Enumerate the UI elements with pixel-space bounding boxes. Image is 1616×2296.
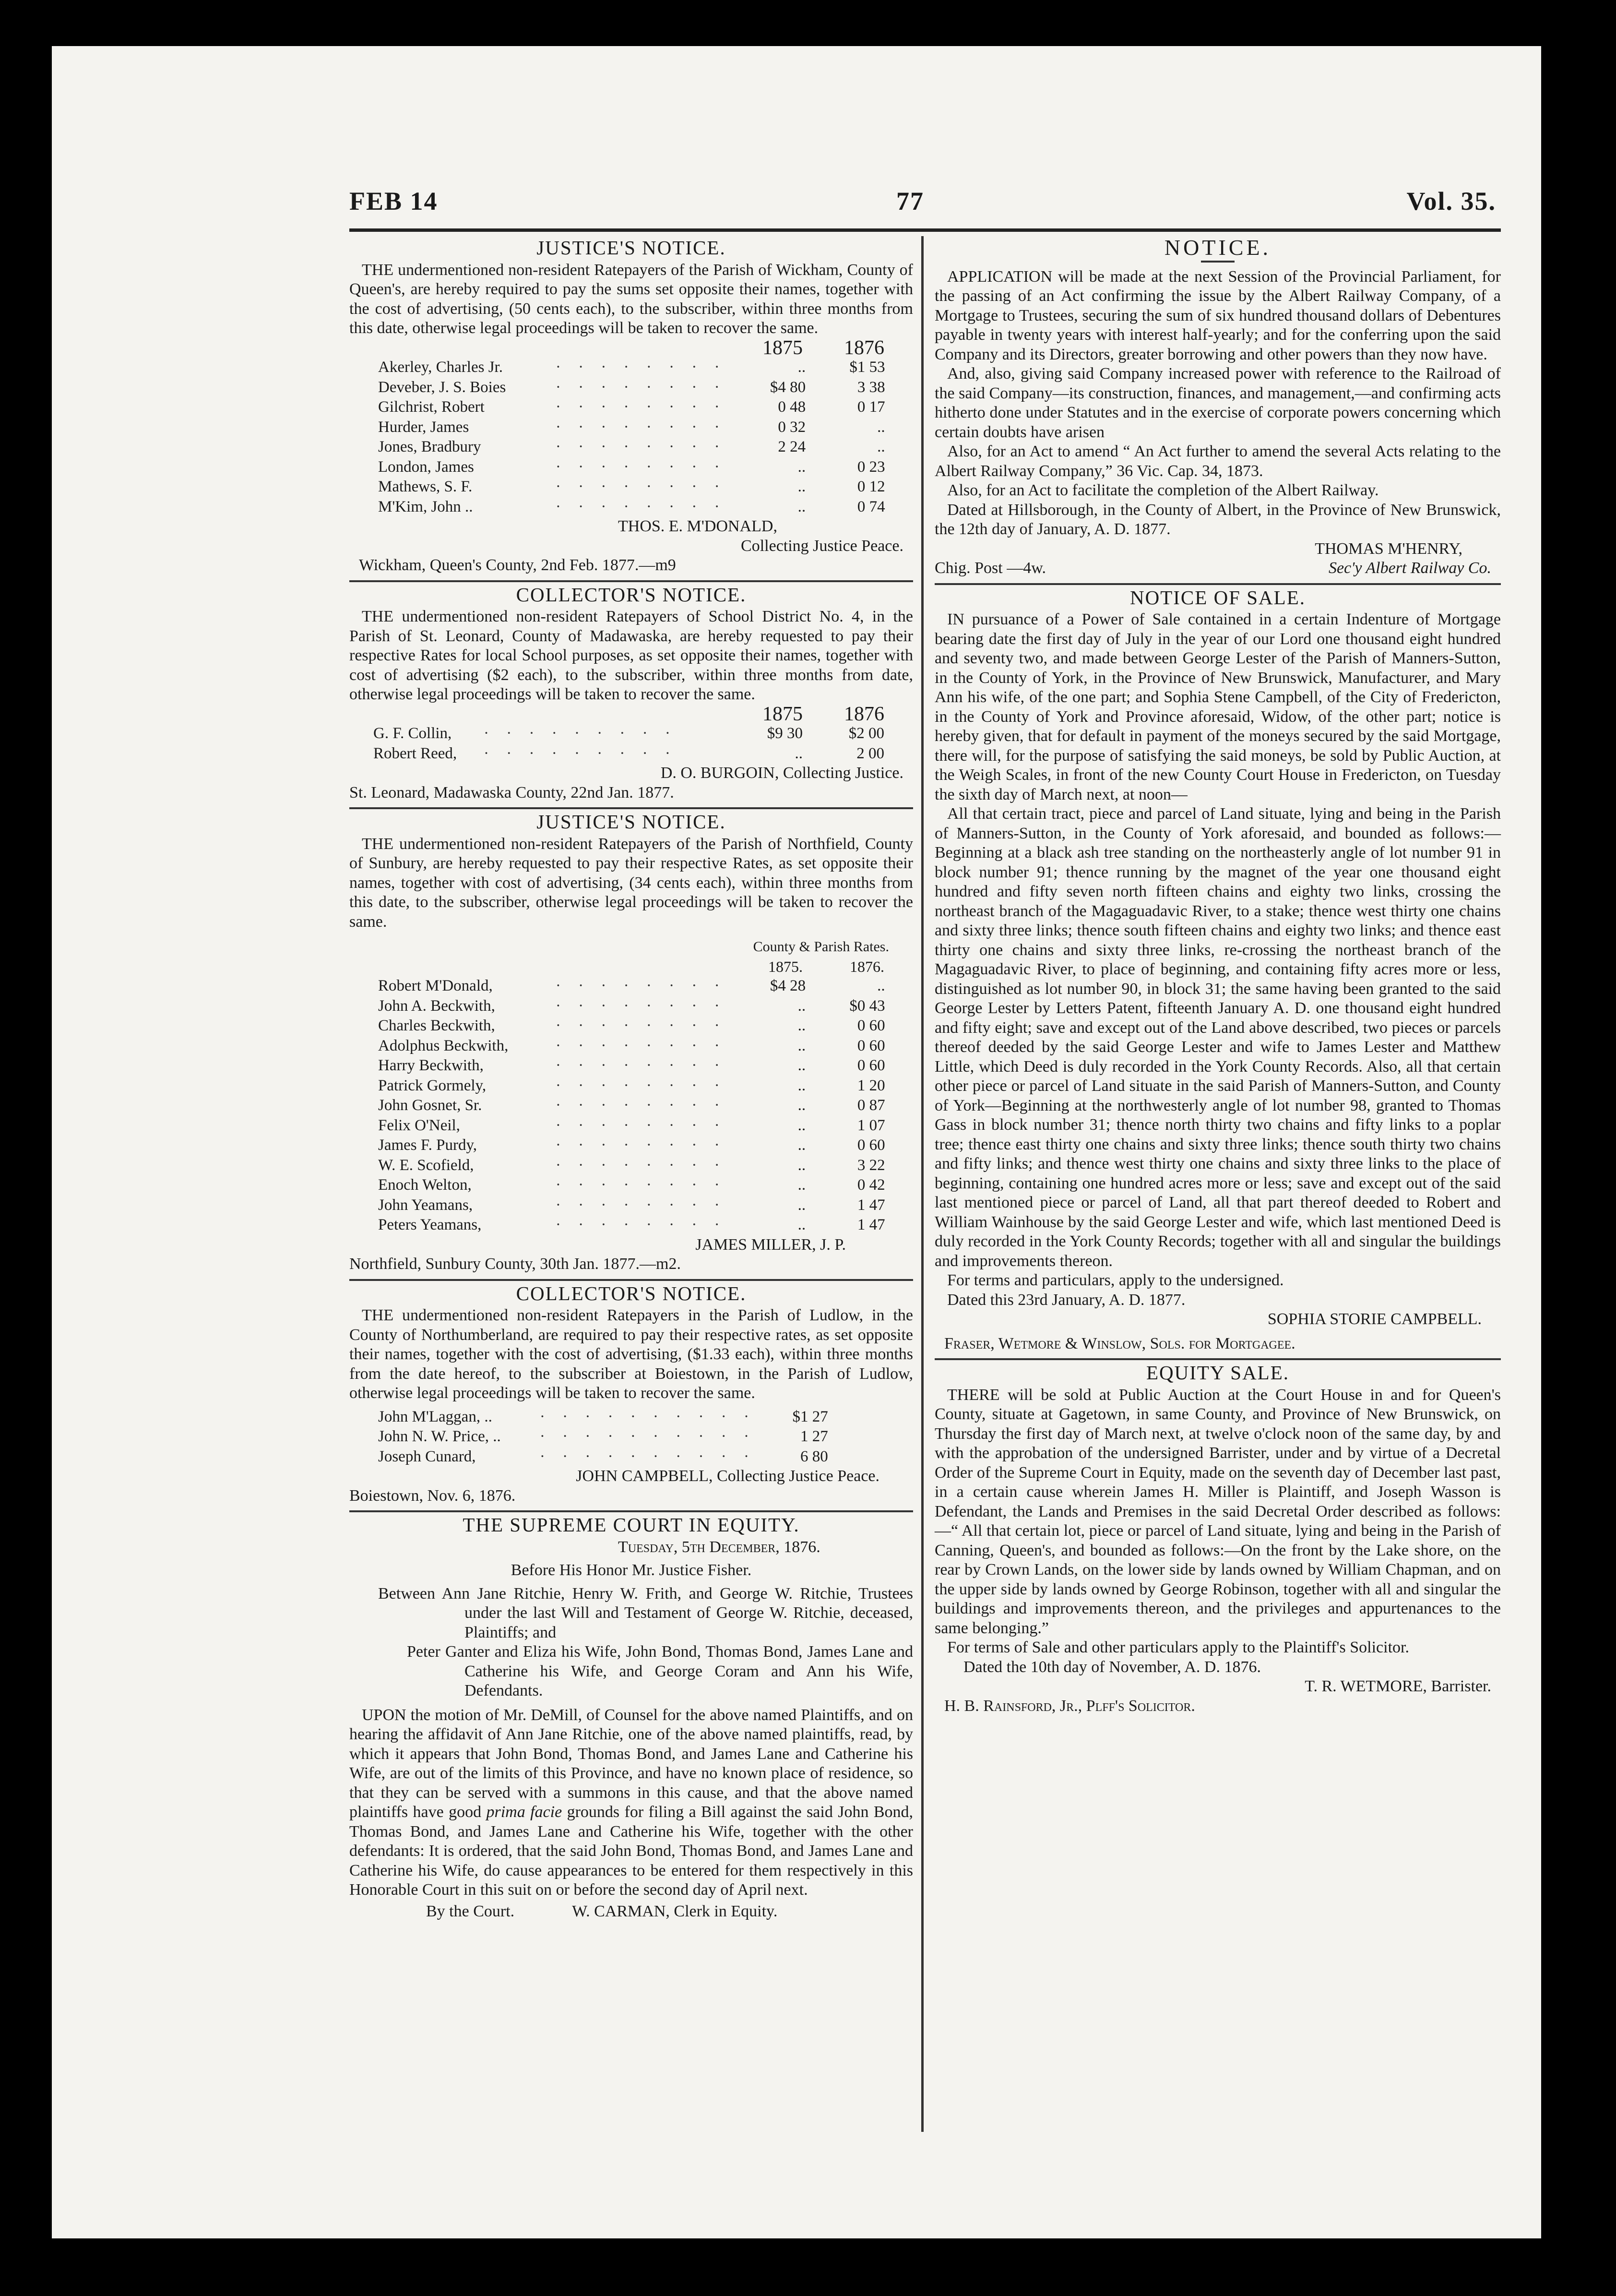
year-heading: 1875 — [762, 703, 803, 725]
ratepayer-row: Robert Reed, · · · · · · · · · .. 2 00 — [349, 744, 913, 764]
newspaper-sheet — [52, 46, 1541, 2238]
rate-1876: 0 12 — [857, 478, 885, 495]
ratepayer-name: Akerley, Charles Jr. — [378, 359, 503, 376]
header-rule — [349, 228, 1501, 232]
rate-1875: .. — [797, 1176, 806, 1194]
rate-1876: $1 53 — [849, 359, 885, 376]
rate-1875: $4 80 — [770, 378, 806, 396]
ratepayer-row: Hurder, James · · · · · · · · 0 32 .. — [349, 418, 913, 438]
signature: JOHN CAMPBELL, Collecting Justice Peace. — [576, 1467, 879, 1485]
rate-1876: $0 43 — [849, 997, 885, 1015]
notice-title: NOTICE. — [1164, 235, 1271, 260]
ratepayer-name: John Gosnet, Sr. — [378, 1097, 482, 1114]
ratepayer-list — [349, 358, 913, 517]
rate-1875: 0 48 — [778, 398, 806, 416]
ratepayer-row: G. F. Collin, · · · · · · · · · $9 30 $2 00 — [349, 724, 913, 744]
notice-body: THE undermentioned non-resident Ratepayers in the Parish of Ludlow, in the County of Northumberland, are required to pay their respective rates, as set opposite their names, together with the cost of advertising, ($1.33 each), within three months from the date hereof, to the subscriber at Boiestown, in the Parish of Ludlow, otherwise legal proceedings will be taken to recover the same. — [349, 1306, 913, 1402]
rate: 1 27 — [800, 1428, 828, 1445]
court-order-emphasis: prima facie — [486, 1803, 562, 1821]
year-heading: 1876 — [844, 336, 884, 359]
notice-body: THE undermentioned non-resident Ratepayers of School District No. 4, in the Parish of St. Leonard, County of Madawaska, are hereby requested to pay their respective Rates for local School purposes, as set opposite their names, together with cost of advertising ($2 each), to the subscriber, within three months from date, otherwise legal proceedings will be taken to recover the same. — [349, 608, 913, 703]
defendants: Peter Ganter and Eliza his Wife, John Bond, Thomas Bond, James Lane and Catherine his Wife, and George Coram and Ann his Wife, Defendants. — [407, 1643, 913, 1699]
ratepayer-name: Adolphus Beckwith, — [378, 1037, 509, 1054]
ratepayer-list — [349, 976, 913, 1235]
section-rule — [349, 1510, 913, 1512]
ratepayer-name: Mathews, S. F. — [378, 478, 473, 495]
solicitors: Fraser, Wetmore & Winslow, Sols. for Mortgagee. — [944, 1334, 1295, 1352]
left-column — [349, 236, 913, 1921]
equity-sale-notice — [935, 1363, 1501, 1716]
rate-1876: 0 60 — [857, 1057, 885, 1074]
rate-1875: .. — [797, 478, 806, 495]
signature-line — [935, 559, 1501, 578]
ratepayer-row: Peters Yeamans, · · · · · · · · .. 1 47 — [349, 1215, 913, 1235]
year-heading: 1875. — [768, 957, 803, 975]
ratepayer-name: M'Kim, John .. — [378, 498, 473, 515]
column-heading: County & Parish Rates. — [753, 939, 889, 955]
signature-title: Sec'y Albert Railway Co. — [1328, 559, 1491, 577]
rate-1875: .. — [797, 1156, 806, 1174]
rate-1876: 3 22 — [857, 1156, 885, 1174]
title-dash — [1201, 261, 1235, 263]
northfield-justice-notice — [349, 812, 913, 1274]
section-rule — [349, 1279, 913, 1281]
year-heading: 1876. — [850, 957, 884, 975]
rate-1875: $4 28 — [770, 977, 806, 994]
ratepayer-name: Charles Beckwith, — [378, 1017, 495, 1034]
ratepayer-row: Akerley, Charles Jr. · · · · · · · · .. $1 53 — [349, 358, 913, 378]
plaintiffs: Between Ann Jane Ritchie, Henry W. Frith, and George W. Ritchie, Trustees under the last Will and Testament of George W. Ritchie, deceased, Plaintiffs; and — [378, 1584, 913, 1641]
rate-1876: 0 60 — [857, 1037, 885, 1054]
rate-1876: 0 60 — [857, 1136, 885, 1154]
notice-paragraph: APPLICATION will be made at the next Session of the Provincial Parliament, for the passing of an Act confirming the issue by the Albert Railway Company, of a Mortgage to Trustees, securing the sum of six hundred thousand dollars of Debentures payable in twenty years with interest half-yearly; and for the conferring upon the said Company and its Directors, greater borrowing and other powers than they now have. — [935, 267, 1501, 363]
dateline: Northfield, Sunbury County, 30th Jan. 1877.—m2. — [349, 1255, 681, 1273]
rate-1875: $9 30 — [767, 725, 803, 742]
ratepayer-row: Patrick Gormely, · · · · · · · · .. 1 20 — [349, 1076, 913, 1096]
ratepayer-row: W. E. Scofield, · · · · · · · · .. 3 22 — [349, 1156, 913, 1176]
ratepayer-name: John M'Laggan, .. — [378, 1408, 492, 1425]
rate-1875: .. — [797, 1097, 806, 1114]
notice-paragraph: For terms and particulars, apply to the undersigned. — [947, 1271, 1284, 1289]
rate-1876: 1 20 — [857, 1076, 885, 1094]
ratepayer-row: Harry Beckwith, · · · · · · · · .. 0 60 — [349, 1056, 913, 1076]
notice-paragraph: Dated the 10th day of November, A. D. 1876. — [963, 1658, 1261, 1676]
rate-1875: .. — [797, 997, 806, 1015]
post-reference: Chig. Post —4w. — [935, 559, 1046, 577]
ratepayer-row: Jones, Bradbury · · · · · · · · 2 24 .. — [349, 437, 913, 457]
notice-paragraph: Dated at Hillsborough, in the County of Albert, in the Province of New Brunswick, the 12th day of January, A. D. 1877. — [935, 501, 1501, 538]
rate-1875: .. — [797, 1136, 806, 1154]
ratepayer-row: Enoch Welton, · · · · · · · · .. 0 42 — [349, 1175, 913, 1196]
rate-1876: 0 74 — [857, 498, 885, 515]
section-rule — [935, 583, 1501, 585]
rate-1876: 1 47 — [857, 1216, 885, 1233]
ratepayer-name: Gilchrist, Robert — [378, 398, 485, 416]
year-headings — [349, 705, 913, 724]
rate-1875: .. — [797, 359, 806, 376]
ratepayer-row: M'Kim, John .. · · · · · · · · .. 0 74 — [349, 497, 913, 517]
notice-body: THE undermentioned non-resident Ratepayers of the Parish of Northfield, County of Sunbury, are hereby requested to pay their respective Rates, as set opposite their names, together with cost of advertising, (34 cents each), within three months from this date, to the subscriber, otherwise legal proceedings will be taken to recover the same. — [349, 835, 913, 931]
wickham-justice-notice — [349, 238, 913, 575]
ratepayer-row: Robert M'Donald, · · · · · · · · $4 28 .. — [349, 976, 913, 996]
signature: D. O. BURGOIN, Collecting Justice. — [660, 764, 903, 782]
header-volume: Vol. 35. — [1406, 187, 1496, 215]
dateline: Boiestown, Nov. 6, 1876. — [349, 1486, 516, 1505]
notice-paragraph: Also, for an Act to amend “ An Act further to amend the several Acts relating to the Albert Railway Company,” 36 Vic. Cap. 34, 1873. — [935, 442, 1501, 480]
ratepayer-row: Joseph Cunard, · · · · · · · · · · 6 80 — [349, 1447, 913, 1467]
signature: THOMAS M'HENRY, — [1315, 539, 1462, 558]
supreme-court-equity-notice — [349, 1515, 913, 1921]
before-justice: Before His Honor Mr. Justice Fisher. — [511, 1561, 752, 1579]
right-column — [935, 236, 1501, 1716]
rate-1875: .. — [797, 458, 806, 476]
notice-body: THE undermentioned non-resident Ratepayers of the Parish of Wickham, County of Queen's, are hereby required to pay the sums set opposite their names, together with the cost of advertising, (50 cents each), to the subscriber, within three months from this date, otherwise legal proceedings will be taken to recover the same. — [349, 261, 913, 337]
ratepayer-name: Peters Yeamans, — [378, 1216, 482, 1233]
ratepayer-name: Jones, Bradbury — [378, 438, 481, 455]
rate-1876: 0 17 — [857, 398, 885, 416]
ratepayer-name: Enoch Welton, — [378, 1176, 472, 1194]
notice-paragraph: All that certain tract, piece and parcel of Land situate, lying and being in the Parish of Manners-Sutton, in the County of York aforesaid, and bounded as follows:—Beginning at a black ash tree standing on the northeasterly angle of lot number 91 in block number 91; thence running by the magnet of the year one thousand eight hundred and fifty seven north fifteen chains and eighty two links, crossing the northeast branch of the Magaguadavic River, to a stake; thence west thirty one chains and sixty three links; thence south fifteen chains and eighty two links; and thence east thirty one chains and sixty three links, re-crossing the northeast branch of the Magaguadavic River, to place of beginning, and containing fifty acres more or less, distinguished as lot number 90, in block 31; the same having been granted to the said George Lester by Letters Patent, fifteenth January A. D. one thousand eight hundred and fifty eight; save and except out of the Land above described, two pieces or parcels thereof deeded by the said George Lester and wife to James Lester and Matthew Little, which Deed is duly recorded in the York County Records. Also, all that certain other piece or parcel of Land situate in the said Parish of Manners-Sutton, and County of York—Beginning at the northwesterly angle of lot number 98, granted to Thomas Gass in block number 31; thence north thirty two chains and fifty links to a poplar tree; thence east thirty one chains and sixty three links; thence south thirty two chains and fifty links; and thence west thirty one chains and sixty three links to the place of beginning, containing one hundred acres more or less; save and except out of the said last mentioned piece or parcel of Land, all that part thereof deeded to Robert and William Wainhouse by the said George Lester and wife, which last mentioned Deed is duly recorded in the York County Records; together with all and singular the buildings and improvements thereon. — [935, 805, 1501, 1270]
signature: JAMES MILLER, J. P. — [695, 1235, 846, 1254]
court-signature-line — [349, 1902, 913, 1922]
by-the-court: By the Court. — [426, 1902, 515, 1920]
ratepayer-row: Mathews, S. F. · · · · · · · · .. 0 12 — [349, 477, 913, 497]
st-leonard-collector-notice — [349, 585, 913, 803]
ratepayer-row: James F. Purdy, · · · · · · · · .. 0 60 — [349, 1136, 913, 1156]
ratepayer-row: London, James · · · · · · · · .. 0 23 — [349, 457, 913, 478]
rate-1875: .. — [797, 1116, 806, 1134]
ratepayer-name: John Yeamans, — [378, 1196, 473, 1214]
ratepayer-name: G. F. Collin, — [373, 725, 452, 742]
ratepayer-row: John Gosnet, Sr. · · · · · · · · .. 0 87 — [349, 1096, 913, 1116]
notice-title: NOTICE OF SALE. — [1130, 586, 1306, 609]
notice-paragraph: Dated this 23rd January, A. D. 1877. — [947, 1291, 1186, 1309]
notice-title: COLLECTOR'S NOTICE. — [516, 1282, 747, 1304]
ratepayer-name: Patrick Gormely, — [378, 1076, 487, 1094]
rate-1875: .. — [795, 744, 803, 762]
rate-1875: .. — [797, 1017, 806, 1034]
rate-1875: 2 24 — [778, 438, 806, 455]
ratepayer-row: John M'Laggan, .. · · · · · · · · · · $1 27 — [349, 1407, 913, 1427]
rate: 6 80 — [800, 1447, 828, 1465]
rate-1875: .. — [797, 1037, 806, 1054]
ratepayer-name: Joseph Cunard, — [378, 1447, 476, 1465]
notice-paragraph: IN pursuance of a Power of Sale contained in a certain Indenture of Mortgage bearing date the first day of July in the year of our Lord one thousand eight hundred and seventy two, and made between George Lester of the Parish of Manners-Sutton, in the County of York, in the Province of New Brunswick, Manufacturer, and Mary Ann his wife, of the one part; and Sophia Stene Campbell, of the City of Fredericton, in the County of York and Province aforesaid, Widow, of the other part; notice is hereby given, that for default in payment of the moneys secured by the said Mortgage, there will, for the purpose of satisfying the said moneys, be sold by Public Auction, at the Weigh Scales, in front of the new County Court House in Fredericton, on Tuesday the sixth day of March next, at noon— — [935, 610, 1501, 803]
year-headings — [349, 338, 913, 358]
ratepayer-name: Hurder, James — [378, 418, 469, 436]
court-date: Tuesday, 5th December, 1876. — [618, 1538, 820, 1556]
notice-paragraph: Also, for an Act to facilitate the completion of the Albert Railway. — [947, 481, 1379, 499]
rate: $1 27 — [792, 1408, 828, 1425]
rate-1875: .. — [797, 1057, 806, 1074]
rate-1876: .. — [877, 418, 885, 436]
rate-1876: .. — [877, 438, 885, 455]
signature: THOS. E. M'DONALD, — [618, 517, 777, 535]
court-order-text: grounds for filing a Bill against the said John Bond, Thomas Bond, and James Lane and Catherine his Wife, together with the other defendants: It is ordered, that the said John Bond, Thomas Bond, and James Lane and Catherine his Wife, do cause appearances to be entered for them respectively in this Honorable Court in this suit on or before the second day of April next. — [349, 1803, 914, 1899]
rate-1876: 1 07 — [857, 1116, 885, 1134]
header-page-number: 77 — [896, 187, 924, 215]
notice-title: JUSTICE'S NOTICE. — [536, 811, 726, 833]
notice-paragraph: And, also, giving said Company increased power with reference to the Railroad of the said Company—its construction, finances, and management,—and confirming acts hitherto done under Statutes and in the exercise of corporate powers concerning which certain doubts have arisen — [935, 365, 1501, 441]
rate-1875: .. — [797, 498, 806, 515]
ratepayer-name: John N. W. Price, .. — [378, 1428, 501, 1445]
signature-title: Collecting Justice Peace. — [741, 537, 903, 555]
ratepayer-row: Charles Beckwith, · · · · · · · · .. 0 60 — [349, 1016, 913, 1036]
rate-1876: 0 42 — [857, 1176, 885, 1194]
albert-railway-notice — [935, 235, 1501, 578]
notice-of-sale — [935, 588, 1501, 1354]
ratepayer-name: Robert Reed, — [373, 744, 457, 762]
notice-paragraph: THERE will be sold at Public Auction at the Court House in and for Queen's County, situate at Gagetown, in same County, and Province of New Brunswick, on Thursday the first day of March next, at twelve o'clock noon of the same day, by and with the approbation of the undersigned Barrister, under and by virtue of a Decretal Order of the Supreme Court in Equity, made on the seventh day of December last past, in a certain cause wherein James H. Miller is Plaintiff, and Joseph Wasson is Defendant, the Lands and Premises in the said Decretal Order described as follows:—“ All that certain lot, piece or parcel of Land situate, lying and being in the Parish of Canning, Queen's, and bounded as follows:—On the front by the Lake shore, on the rear by Crown Lands, on the lower side by lands owned by William Chapman, and on the upper side by lands owned by George Robinson, together with all and singular the buildings and improvements thereon, and the privileges and appurtenances to the same belonging.” — [935, 1386, 1501, 1637]
rate-1875: .. — [797, 1076, 806, 1094]
section-rule — [349, 580, 913, 582]
rate-1876: 0 87 — [857, 1097, 885, 1114]
ratepayer-name: W. E. Scofield, — [378, 1156, 474, 1174]
ratepayer-row: Adolphus Beckwith, · · · · · · · · .. 0 60 — [349, 1036, 913, 1056]
notice-title: JUSTICE'S NOTICE. — [536, 237, 726, 259]
notice-title: EQUITY SALE. — [1146, 1362, 1290, 1384]
ratepayer-row: John N. W. Price, .. · · · · · · · · · · 1 27 — [349, 1427, 913, 1447]
signature: T. R. WETMORE, Barrister. — [1305, 1677, 1491, 1695]
notice-title: THE SUPREME COURT IN EQUITY. — [463, 1514, 800, 1536]
year-heading: 1876 — [844, 703, 884, 725]
header-date: FEB 14 — [349, 187, 438, 215]
dateline: Wickham, Queen's County, 2nd Feb. 1877.—m9 — [359, 556, 676, 574]
ratepayer-name: Harry Beckwith, — [378, 1057, 484, 1074]
section-rule — [349, 807, 913, 809]
signature: SOPHIA STORIE CAMPBELL. — [1267, 1310, 1482, 1328]
ratepayer-name: John A. Beckwith, — [378, 997, 495, 1015]
clerk-signature: W. CARMAN, Clerk in Equity. — [572, 1902, 778, 1920]
ratepayer-row: John A. Beckwith, · · · · · · · · .. $0 43 — [349, 996, 913, 1016]
gazette-page — [349, 169, 1501, 2185]
plaintiff-solicitor: H. B. Rainsford, Jr., Plff's Solicitor. — [944, 1697, 1195, 1715]
ratepayer-row: Deveber, J. S. Boies · · · · · · · · $4 80 3 38 — [349, 378, 913, 398]
rate-1875: 0 32 — [778, 418, 806, 436]
ratepayer-name: Deveber, J. S. Boies — [378, 378, 506, 396]
ratepayer-name: London, James — [378, 458, 474, 476]
ratepayer-name: Felix O'Neil, — [378, 1116, 460, 1134]
rate-1875: .. — [797, 1216, 806, 1233]
year-heading: 1875 — [762, 336, 803, 359]
court-order-text: UPON the motion of Mr. DeMill, of Counsel for the above named Plaintiffs, and on hearing the affidavit of Ann Jane Ritchie, one of the above named plaintiffs, read, by which it appears that John Bond, Thomas Bond, and James Lane and Catherine his Wife, are out of the limits of this Province, and have no known place of residence, so that they can be served with a summons in this cause, and that the above named plaintiffs have good — [349, 1706, 913, 1821]
ratepayer-name: James F. Purdy, — [378, 1136, 477, 1154]
notice-paragraph: For terms of Sale and other particulars apply to the Plaintiff's Solicitor. — [947, 1638, 1409, 1656]
rate-1876: 3 38 — [857, 378, 885, 396]
court-order — [349, 1706, 913, 1900]
rate-1876: 1 47 — [857, 1196, 885, 1214]
ratepayer-row: Felix O'Neil, · · · · · · · · .. 1 07 — [349, 1116, 913, 1136]
ratepayer-row: John Yeamans, · · · · · · · · .. 1 47 — [349, 1196, 913, 1216]
rate-1876: 2 00 — [856, 744, 884, 762]
column-divider — [921, 236, 924, 2132]
dateline: St. Leonard, Madawaska County, 22nd Jan. 1877. — [349, 783, 674, 801]
rate-1876: 0 23 — [857, 458, 885, 476]
rate-1876: $2 00 — [848, 725, 884, 742]
ratepayer-name: Robert M'Donald, — [378, 977, 493, 994]
notice-title: COLLECTOR'S NOTICE. — [516, 583, 747, 606]
ludlow-collector-notice — [349, 1284, 913, 1506]
rate-1876: .. — [877, 977, 885, 994]
ratepayer-row: Gilchrist, Robert · · · · · · · · 0 48 0 17 — [349, 397, 913, 418]
rate-1876: 0 60 — [857, 1017, 885, 1034]
rate-1875: .. — [797, 1196, 806, 1214]
section-rule — [935, 1358, 1501, 1360]
year-headings — [349, 957, 913, 977]
